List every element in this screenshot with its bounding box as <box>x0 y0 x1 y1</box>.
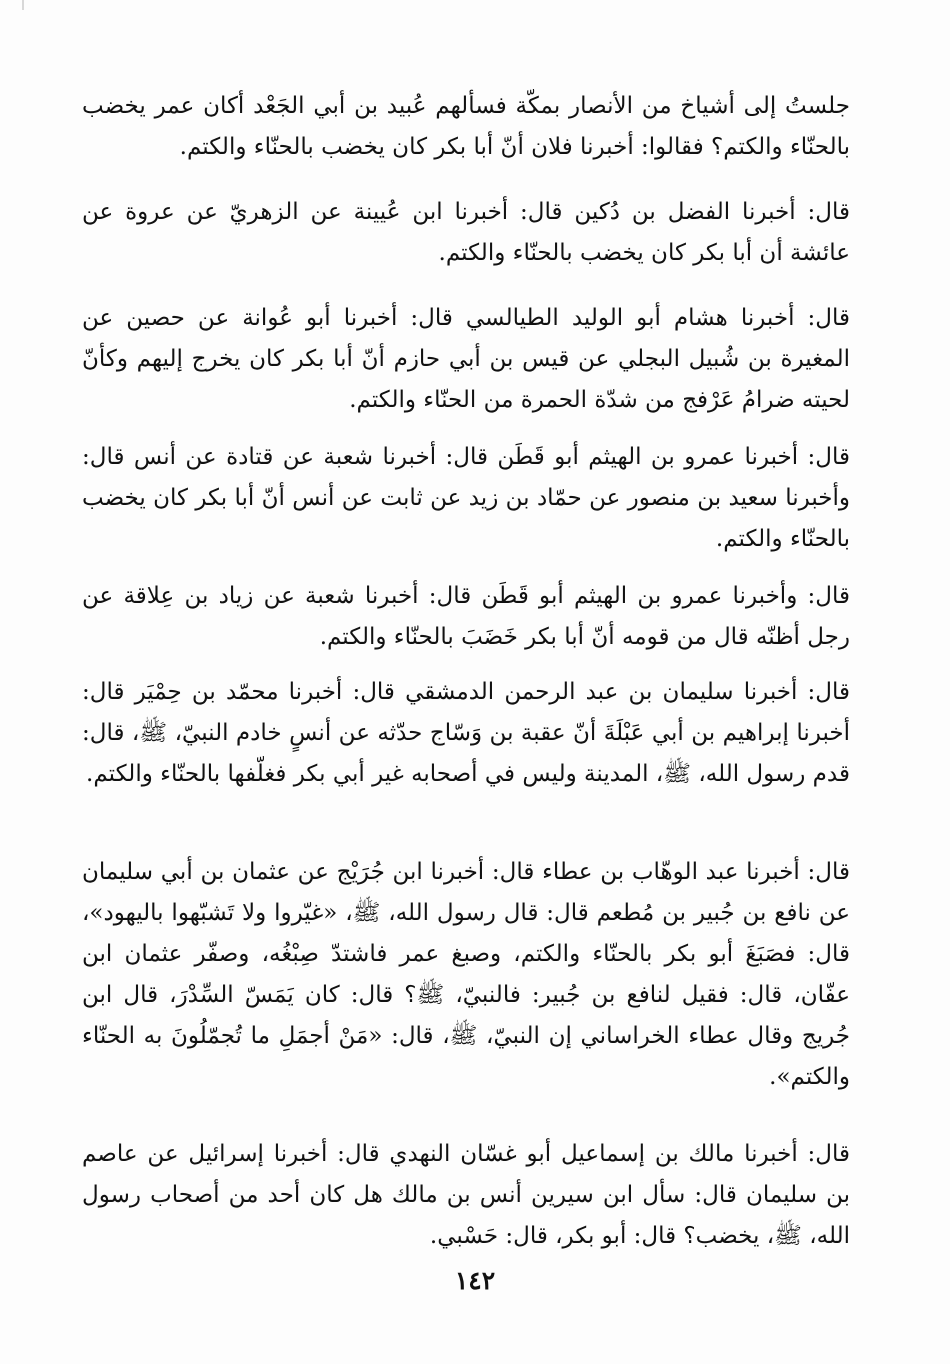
paragraph-7: قال: أخبرنا عبد الوهّاب بن عطاء قال: أخبرنا ابن جُرَيْج عن عثمان بن أبي سليمان عن نافع بن جُبير بن مُطعم قال: قال رسول الله، ﷺ، «غيّروا ولا تَشبّهوا باليهود»، قال: فصَبَغَ أبو بكر بالحنّاء والكتم، وصبغ عمر فاشتدّ صِبْغُه، وصفّر عثمان ابن عفّان، قال: فقيل لنافع بن جُبير: فالنبيّ، ﷺ؟ قال: كان يَمَسّ السِّدْرَ، قال ابن جُريج وقال عطاء الخراساني إن النبيّ، ﷺ، قال: «مَنْ أجمَلِ ما تُجمّلُونَ به الحنّاء والكتم». <box>82 859 850 1090</box>
paragraph-6: قال: أخبرنا سليمان بن عبد الرحمن الدمشقي قال: أخبرنا محمّد بن حِمْيَر قال: أخبرنا إبراهيم بن أبي عَبْلَةَ أنّ عقبة بن وَسّاج حدّثه عن أنسٍ خادم النبيّ، ﷺ، قال: قدم رسول الله، ﷺ، المدينة وليس في أصحابه غير أبي بكر فغلّفها بالحنّاء والكتم. <box>82 679 850 787</box>
page-number: ١٤٢ <box>454 1266 496 1295</box>
paragraph-5: قال: وأخبرنا عمرو بن الهيثم أبو قَطَن قال: أخبرنا شعبة عن زياد بن عِلاقة عن رجل أظنّه قال من قومه أنّ أبا بكر خَضَبَ بالحنّاء والكتم. <box>82 583 850 650</box>
paragraph-8: قال: أخبرنا مالك بن إسماعيل أبو غسّان النهدي قال: أخبرنا إسرائيل عن عاصم بن سليمان قال: سأل ابن سيرين أنس بن مالك هل كان أحد من أصحاب رسول الله، ﷺ، يخضب؟ قال: أبو بكر، قال: حَسْبي. <box>82 1141 850 1249</box>
scan-corner-mark <box>22 0 24 10</box>
paragraph-2: قال: أخبرنا الفضل بن دُكين قال: أخبرنا ابن عُيينة عن الزهريّ عن عروة عن عائشة أن أبا بكر كان يخضب بالحنّاء والكتم. <box>82 199 850 266</box>
paragraph-4: قال: أخبرنا عمرو بن الهيثم أبو قَطَن قال: أخبرنا شعبة عن قتادة عن أنس قال: وأخبرنا سعيد بن منصور عن حمّاد بن زيد عن ثابت عن أنس أنّ أبا بكر كان يخضب بالحنّاء والكتم. <box>82 444 850 552</box>
paragraph-3: قال: أخبرنا هشام أبو الوليد الطيالسي قال: أخبرنا أبو عُوانة عن حصين عن المغيرة بن شُبيل البجلي عن قيس بن أبي حازم أنّ أبا بكر كان يخرج إليهم وكأنّ لحيته ضرامُ عَرْفج من شدّة الحمرة من الحنّاء والكتم. <box>82 305 850 413</box>
paragraph-1: جلستُ إلى أشياخ من الأنصار بمكّة فسألهم عُبيد بن أبي الجَعْد أكان عمر يخضب بالحنّاء والكتم؟ فقالوا: أخبرنا فلان أنّ أبا بكر كان يخضب بالحنّاء والكتم. <box>82 93 850 160</box>
